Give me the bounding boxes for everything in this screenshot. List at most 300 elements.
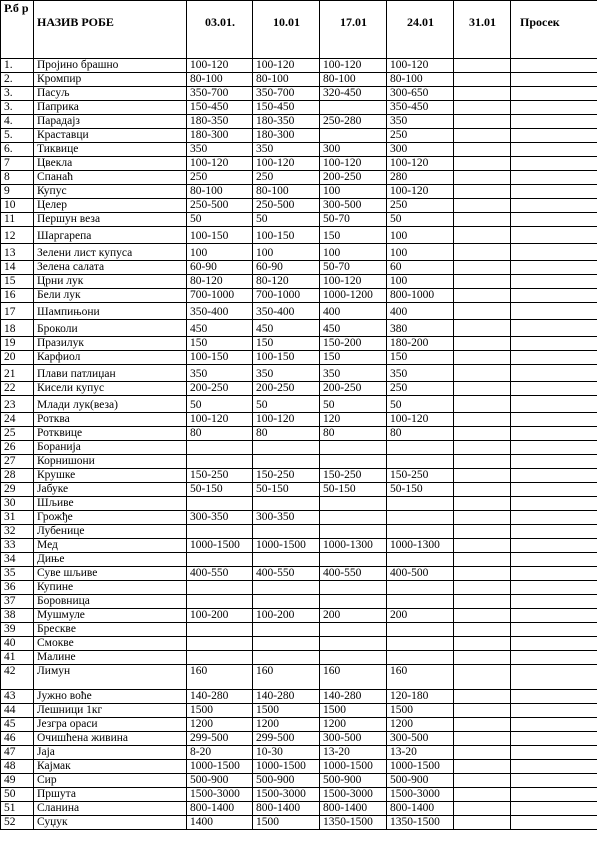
cell-price-date-1: 80-120 (187, 275, 253, 289)
cell-price-date-3: 50-150 (320, 483, 387, 497)
cell-price-date-2: 10-30 (253, 746, 320, 760)
cell-price-date-4 (387, 441, 454, 455)
cell-price-date-3: 300-500 (320, 732, 387, 746)
cell-price-date-4 (387, 637, 454, 651)
cell-number: 14 (1, 261, 34, 275)
cell-price-date-1: 50 (187, 396, 253, 413)
cell-price-date-1: 80-100 (187, 73, 253, 87)
item-name: Лимун (37, 665, 71, 677)
cell-average (511, 553, 597, 567)
cell-name: Цвекла (34, 157, 187, 171)
cell-average (511, 227, 597, 244)
cell-price-date-3: 1000-1500 (320, 760, 387, 774)
table-row (1, 413, 597, 427)
cell-price-date-3 (320, 637, 387, 651)
table-row (1, 351, 597, 365)
cell-price-date-1: 250 (187, 171, 253, 185)
cell-number: 19 (1, 337, 34, 351)
cell-name: Бресквe (34, 623, 187, 637)
cell-price-date-5 (454, 59, 511, 73)
cell-price-date-2: 1200 (253, 718, 320, 732)
cell-price-date-3: 1350-1500 (320, 816, 387, 830)
cell-average (511, 704, 597, 718)
cell-price-date-3: 300-500 (320, 199, 387, 213)
cell-price-date-5 (454, 483, 511, 497)
cell-price-date-4 (387, 623, 454, 637)
cell-price-date-2 (253, 651, 320, 665)
cell-price-date-4 (387, 511, 454, 525)
cell-average (511, 665, 597, 690)
cell-name: Ротквице (34, 427, 187, 441)
cell-name: Јаја (34, 746, 187, 760)
cell-price-date-5 (454, 637, 511, 651)
cell-price-date-3: 160 (320, 665, 387, 690)
table-row (1, 760, 597, 774)
cell-price-date-5 (454, 816, 511, 830)
cell-average (511, 382, 597, 396)
cell-average (511, 143, 597, 157)
cell-price-date-3 (320, 101, 387, 115)
cell-price-date-1: 350 (187, 143, 253, 157)
cell-number: 5. (1, 129, 34, 143)
cell-price-date-1: 800-1400 (187, 802, 253, 816)
cell-average (511, 289, 597, 303)
cell-number: 15 (1, 275, 34, 289)
cell-price-date-5 (454, 275, 511, 289)
cell-price-date-5 (454, 382, 511, 396)
cell-price-date-4: 250 (387, 199, 454, 213)
cell-name: Парадајз (34, 115, 187, 129)
table-row (1, 525, 597, 539)
cell-price-date-3 (320, 497, 387, 511)
cell-number: 29 (1, 483, 34, 497)
cell-name: Језгра ораси (34, 718, 187, 732)
cell-price-date-5 (454, 525, 511, 539)
cell-average (511, 469, 597, 483)
cell-price-date-2: 140-280 (253, 690, 320, 704)
cell-price-date-3: 50 (320, 396, 387, 413)
cell-price-date-2: 80-100 (253, 73, 320, 87)
cell-number: 36 (1, 581, 34, 595)
cell-price-date-5 (454, 351, 511, 365)
cell-price-date-3 (320, 441, 387, 455)
cell-price-date-2: 350 (253, 365, 320, 382)
cell-number: 39 (1, 623, 34, 637)
cell-name: Ротква (34, 413, 187, 427)
cell-price-date-3: 400-550 (320, 567, 387, 581)
cell-price-date-3 (320, 525, 387, 539)
cell-price-date-3: 150-250 (320, 469, 387, 483)
header-row (1, 1, 597, 59)
cell-price-date-1: 350-400 (187, 303, 253, 320)
cell-name: Црни лук (34, 275, 187, 289)
cell-price-date-1: 50-150 (187, 483, 253, 497)
cell-price-date-1: 150 (187, 337, 253, 351)
cell-price-date-5 (454, 704, 511, 718)
cell-price-date-5 (454, 581, 511, 595)
cell-price-date-2: 180-300 (253, 129, 320, 143)
cell-average (511, 171, 597, 185)
cell-number: 4. (1, 115, 34, 129)
cell-price-date-1: 450 (187, 320, 253, 337)
cell-name: Боровница (34, 595, 187, 609)
cell-price-date-3 (320, 553, 387, 567)
cell-price-date-2: 200-250 (253, 382, 320, 396)
table-row (1, 567, 597, 581)
cell-price-date-4: 380 (387, 320, 454, 337)
cell-number: 8 (1, 171, 34, 185)
cell-price-date-4 (387, 497, 454, 511)
cell-number: 7 (1, 157, 34, 171)
table-row (1, 115, 597, 129)
cell-price-date-4: 1350-1500 (387, 816, 454, 830)
table-row (1, 690, 597, 704)
cell-price-date-5 (454, 185, 511, 199)
table-row (1, 59, 597, 73)
cell-price-date-3 (320, 623, 387, 637)
cell-price-date-2: 250 (253, 171, 320, 185)
cell-price-date-5 (454, 129, 511, 143)
cell-average (511, 73, 597, 87)
cell-price-date-1: 100 (187, 244, 253, 261)
cell-average (511, 746, 597, 760)
header-date-3: 17.01 (320, 1, 387, 59)
cell-price-date-1 (187, 553, 253, 567)
header-number: Р.б р (1, 1, 34, 59)
cell-price-date-2: 700-1000 (253, 289, 320, 303)
table-row (1, 427, 597, 441)
cell-price-date-3: 50-70 (320, 261, 387, 275)
header-date-1: 03.01. (187, 1, 253, 59)
cell-number: 31 (1, 511, 34, 525)
cell-price-date-2: 350-400 (253, 303, 320, 320)
cell-price-date-5 (454, 143, 511, 157)
table-row (1, 320, 597, 337)
cell-price-date-1 (187, 637, 253, 651)
cell-name: Крушке (34, 469, 187, 483)
cell-average (511, 718, 597, 732)
table-row (1, 289, 597, 303)
cell-price-date-2: 1500 (253, 704, 320, 718)
cell-name: Кромпир (34, 73, 187, 87)
cell-price-date-4 (387, 525, 454, 539)
table-row (1, 553, 597, 567)
cell-price-date-5 (454, 427, 511, 441)
cell-name: Шљиве (34, 497, 187, 511)
cell-price-date-3: 140-280 (320, 690, 387, 704)
table-row (1, 802, 597, 816)
cell-price-date-2: 100-150 (253, 351, 320, 365)
cell-price-date-5 (454, 774, 511, 788)
cell-price-date-4: 500-900 (387, 774, 454, 788)
cell-number: 49 (1, 774, 34, 788)
cell-price-date-5 (454, 73, 511, 87)
table-row (1, 651, 597, 665)
cell-price-date-4: 150-250 (387, 469, 454, 483)
cell-average (511, 157, 597, 171)
cell-price-date-2 (253, 441, 320, 455)
cell-average (511, 567, 597, 581)
cell-price-date-1 (187, 651, 253, 665)
cell-price-date-1: 80 (187, 427, 253, 441)
cell-price-date-5 (454, 337, 511, 351)
cell-number: 21 (1, 365, 34, 382)
cell-number: 2. (1, 73, 34, 87)
cell-name: Купус (34, 185, 187, 199)
cell-price-date-5 (454, 760, 511, 774)
cell-number: 6. (1, 143, 34, 157)
cell-price-date-5 (454, 455, 511, 469)
cell-name: Диње (34, 553, 187, 567)
cell-price-date-5 (454, 788, 511, 802)
cell-price-date-1 (187, 441, 253, 455)
cell-number: 20 (1, 351, 34, 365)
cell-number: 47 (1, 746, 34, 760)
cell-name: Лубенице (34, 525, 187, 539)
cell-price-date-2: 1500-3000 (253, 788, 320, 802)
cell-price-date-4: 160 (387, 665, 454, 690)
cell-price-date-1: 1500 (187, 704, 253, 718)
cell-price-date-2: 150-450 (253, 101, 320, 115)
cell-price-date-1: 60-90 (187, 261, 253, 275)
cell-price-date-2: 80-100 (253, 185, 320, 199)
cell-price-date-1: 150-450 (187, 101, 253, 115)
cell-average (511, 483, 597, 497)
cell-price-date-3 (320, 595, 387, 609)
cell-price-date-4: 250 (387, 382, 454, 396)
cell-number: 48 (1, 760, 34, 774)
cell-average (511, 199, 597, 213)
cell-average (511, 623, 597, 637)
cell-average (511, 59, 597, 73)
table-row (1, 87, 597, 101)
cell-price-date-4: 1000-1300 (387, 539, 454, 553)
cell-price-date-5 (454, 732, 511, 746)
table-row (1, 365, 597, 382)
cell-price-date-3: 150-200 (320, 337, 387, 351)
cell-number: 34 (1, 553, 34, 567)
table-row (1, 774, 597, 788)
cell-price-date-5 (454, 413, 511, 427)
cell-price-date-4 (387, 651, 454, 665)
cell-price-date-1: 100-120 (187, 413, 253, 427)
table-row (1, 143, 597, 157)
cell-name (34, 665, 187, 690)
cell-price-date-5 (454, 651, 511, 665)
cell-average (511, 351, 597, 365)
cell-name: Зелени лист купуса (34, 244, 187, 261)
cell-price-date-2: 50 (253, 213, 320, 227)
cell-name: Пасуљ (34, 87, 187, 101)
cell-price-date-5 (454, 261, 511, 275)
cell-price-date-1: 350 (187, 365, 253, 382)
cell-average (511, 365, 597, 382)
cell-number: 45 (1, 718, 34, 732)
cell-price-date-4: 100-120 (387, 157, 454, 171)
cell-price-date-2: 100-150 (253, 227, 320, 244)
cell-number: 52 (1, 816, 34, 830)
cell-price-date-1 (187, 595, 253, 609)
cell-price-date-4: 80 (387, 427, 454, 441)
cell-price-date-5 (454, 289, 511, 303)
cell-average (511, 455, 597, 469)
cell-name: Пројино брашно (34, 59, 187, 73)
cell-name: Сир (34, 774, 187, 788)
cell-price-date-4 (387, 455, 454, 469)
cell-price-date-2: 100-120 (253, 59, 320, 73)
table-row (1, 185, 597, 199)
cell-price-date-2: 150-250 (253, 469, 320, 483)
table-row (1, 718, 597, 732)
cell-name: Мушмуле (34, 609, 187, 623)
table-row (1, 157, 597, 171)
cell-number: 32 (1, 525, 34, 539)
cell-price-date-5 (454, 609, 511, 623)
cell-price-date-4: 180-200 (387, 337, 454, 351)
cell-price-date-3: 250-280 (320, 115, 387, 129)
cell-name: Паприка (34, 101, 187, 115)
cell-price-date-4: 350 (387, 365, 454, 382)
cell-price-date-2: 400-550 (253, 567, 320, 581)
cell-price-date-5 (454, 539, 511, 553)
cell-price-date-5 (454, 396, 511, 413)
cell-price-date-3 (320, 511, 387, 525)
cell-price-date-4: 300-500 (387, 732, 454, 746)
cell-average (511, 595, 597, 609)
cell-number: 16 (1, 289, 34, 303)
table-row (1, 73, 597, 87)
cell-average (511, 87, 597, 101)
cell-average (511, 581, 597, 595)
cell-price-date-4: 1000-1500 (387, 760, 454, 774)
cell-name: Очишћена живина (34, 732, 187, 746)
cell-number: 23 (1, 396, 34, 413)
cell-price-date-2 (253, 553, 320, 567)
cell-average (511, 651, 597, 665)
cell-price-date-4: 800-1000 (387, 289, 454, 303)
table-row (1, 483, 597, 497)
table-row (1, 213, 597, 227)
cell-number: 30 (1, 497, 34, 511)
table-row (1, 275, 597, 289)
cell-price-date-3: 450 (320, 320, 387, 337)
cell-price-date-2: 350-700 (253, 87, 320, 101)
cell-price-date-3: 80-100 (320, 73, 387, 87)
cell-price-date-2: 80-120 (253, 275, 320, 289)
cell-price-date-4: 150 (387, 351, 454, 365)
cell-average (511, 213, 597, 227)
cell-price-date-2: 180-350 (253, 115, 320, 129)
cell-price-date-4: 350 (387, 115, 454, 129)
cell-number: 38 (1, 609, 34, 623)
cell-price-date-2: 100-120 (253, 413, 320, 427)
cell-price-date-2: 300-350 (253, 511, 320, 525)
cell-price-date-2: 50-150 (253, 483, 320, 497)
cell-average (511, 774, 597, 788)
cell-price-date-1: 180-300 (187, 129, 253, 143)
cell-name: Суџук (34, 816, 187, 830)
table-body (1, 59, 597, 830)
cell-price-date-4: 100 (387, 275, 454, 289)
cell-price-date-5 (454, 469, 511, 483)
table-row (1, 441, 597, 455)
cell-name: Празилук (34, 337, 187, 351)
cell-average (511, 115, 597, 129)
cell-price-date-4 (387, 595, 454, 609)
cell-price-date-5 (454, 623, 511, 637)
cell-price-date-2 (253, 595, 320, 609)
cell-price-date-5 (454, 213, 511, 227)
cell-price-date-4: 280 (387, 171, 454, 185)
cell-price-date-3: 120 (320, 413, 387, 427)
cell-number: 24 (1, 413, 34, 427)
cell-price-date-1: 100-120 (187, 157, 253, 171)
cell-price-date-2 (253, 581, 320, 595)
cell-average (511, 788, 597, 802)
cell-number: 40 (1, 637, 34, 651)
table-row (1, 539, 597, 553)
cell-price-date-3: 320-450 (320, 87, 387, 101)
cell-price-date-4: 50 (387, 396, 454, 413)
cell-number: 35 (1, 567, 34, 581)
cell-price-date-5 (454, 365, 511, 382)
cell-name: Малине (34, 651, 187, 665)
cell-price-date-1: 100-200 (187, 609, 253, 623)
cell-average (511, 303, 597, 320)
cell-average (511, 732, 597, 746)
cell-price-date-1: 1500-3000 (187, 788, 253, 802)
table-row (1, 101, 597, 115)
cell-name: Плави патлиџан (34, 365, 187, 382)
cell-average (511, 129, 597, 143)
cell-average (511, 320, 597, 337)
cell-price-date-4 (387, 581, 454, 595)
cell-price-date-1: 160 (187, 665, 253, 690)
table-row (1, 704, 597, 718)
cell-price-date-4: 80-100 (387, 73, 454, 87)
cell-name: Бели лук (34, 289, 187, 303)
cell-price-date-2: 299-500 (253, 732, 320, 746)
cell-price-date-4: 100-120 (387, 185, 454, 199)
table-row (1, 665, 597, 690)
cell-price-date-3: 100 (320, 185, 387, 199)
cell-price-date-5 (454, 101, 511, 115)
cell-price-date-4: 400 (387, 303, 454, 320)
cell-name: Карфиол (34, 351, 187, 365)
cell-price-date-3: 100-120 (320, 157, 387, 171)
cell-price-date-3: 400 (320, 303, 387, 320)
cell-price-date-3: 200-250 (320, 171, 387, 185)
header-date-4: 24.01 (387, 1, 454, 59)
table-row (1, 303, 597, 320)
cell-price-date-5 (454, 227, 511, 244)
cell-price-date-2: 100-120 (253, 157, 320, 171)
cell-name: Кајмак (34, 760, 187, 774)
cell-name: Купине (34, 581, 187, 595)
table-row (1, 637, 597, 651)
cell-price-date-4: 400-500 (387, 567, 454, 581)
cell-name: Смокве (34, 637, 187, 651)
table-row (1, 623, 597, 637)
cell-price-date-3: 100 (320, 244, 387, 261)
cell-price-date-5 (454, 115, 511, 129)
table-row (1, 382, 597, 396)
cell-price-date-2: 100 (253, 244, 320, 261)
cell-price-date-5 (454, 718, 511, 732)
cell-price-date-1: 1200 (187, 718, 253, 732)
cell-name: Шаргарепа (34, 227, 187, 244)
header-average: Просек (511, 1, 597, 59)
